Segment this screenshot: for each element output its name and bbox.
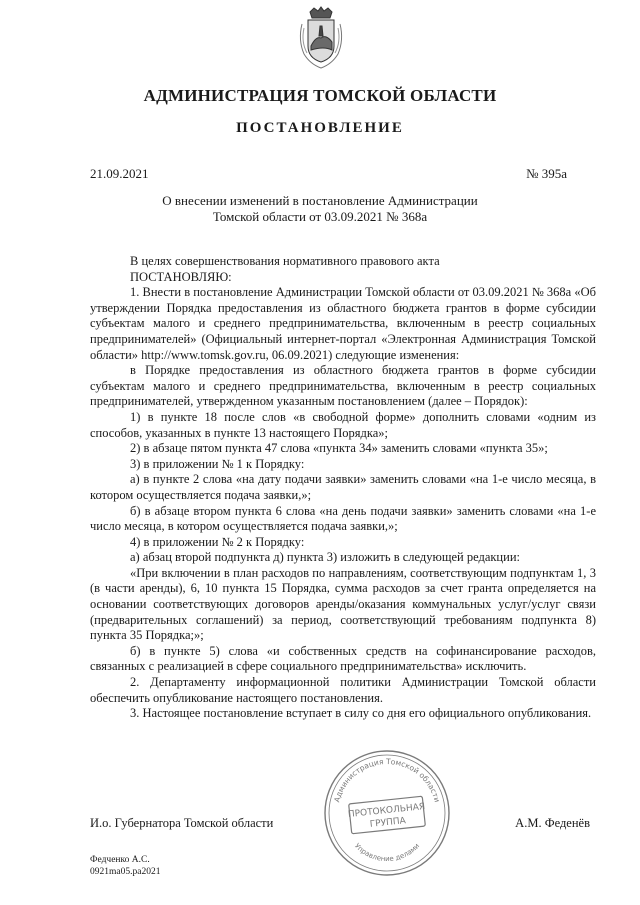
- organization-title: АДМИНИСТРАЦИЯ ТОМСКОЙ ОБЛАСТИ: [143, 86, 497, 105]
- body-paragraph: «При включении в план расходов по направлениям, соответствующим подпунктам 1, 3 (в части аренды), 6, 10 пункта 15 Порядка, сумма расходов за счет гранта определяется на основании соответствующих договоров аренды/оказания коммунальных услуг/услуг связи (предварительных соглашений) за период, соответствующий требованиям подпункта 8) пункта 35 Порядка;»;: [90, 565, 596, 643]
- body-paragraph: 3. Настоящее постановление вступает в силу со дня его официального опубликования.: [130, 706, 592, 721]
- body-paragraph: 1) в пункте 18 после слов «в свободной форме» дополнить словами «одним из способов, указанных в пункте 13 настоящего Порядка»;: [90, 409, 596, 440]
- body-paragraph: 2. Департаменту информационной политики Администрации Томской области обеспечить опубликование настоящего постановления.: [90, 675, 596, 705]
- body-paragraph: б) в абзаце втором пункта 6 слова «на день подачи заявки» заменить словами «на 1-е число месяца, в котором осуществляется подача заявки,»;: [90, 503, 596, 534]
- stamp-ring-text-bottom: Управление делами: [352, 841, 422, 864]
- document-type-title: ПОСТАНОВЛЕНИЕ: [236, 120, 404, 136]
- document-subject: О внесении изменений в постановление Администрации Томской области от 03.09.2021 № 368а: [162, 193, 478, 224]
- executor-name: Федченко А.С.: [90, 855, 150, 865]
- body-paragraph: 3) в приложении № 1 к Порядку:: [130, 456, 305, 471]
- body-paragraph: а) абзац второй подпункта д) пункта 3) изложить в следующей редакции:: [130, 550, 520, 565]
- signatory-position: И.о. Губернатора Томской области: [90, 816, 274, 830]
- document-body: [90, 254, 596, 722]
- document-code: 0921ma05.pa2021: [90, 867, 161, 877]
- executor-info: [90, 854, 160, 878]
- coat-of-arms-emblem: [296, 6, 346, 70]
- body-paragraph: ПОСТАНОВЛЯЮ:: [130, 269, 232, 284]
- body-paragraph: 2) в абзаце пятом пункта 47 слова «пункта 34» заменить словами «пункта 35»;: [130, 441, 548, 456]
- document-date: 21.09.2021: [90, 166, 149, 181]
- body-paragraph: в Порядке предоставления из областного бюджета грантов в форме субсидии субъектам малого и среднего предпринимательства, включенным в реестр социальных предпринимателей, утвержденном указанным постановлением (далее – Порядок):: [90, 363, 596, 409]
- body-paragraph: б) в пункте 5) слова «и собственных средств на софинансирование расходов, связанных с реализацией в сфере социального предпринимательства» исключить.: [90, 643, 596, 674]
- signatory-name: А.М. Феденёв: [515, 816, 590, 830]
- document-number: № 395а: [526, 166, 567, 181]
- body-paragraph: В целях совершенствования нормативного правового акта: [130, 254, 440, 268]
- body-paragraph: 4) в приложении № 2 к Порядку:: [130, 534, 305, 549]
- stamp-ring-text: Администрация Томской области: [332, 756, 442, 804]
- official-stamp: [322, 748, 452, 878]
- stamp-center-line2: ГРУППА: [369, 816, 407, 830]
- body-paragraph: 1. Внести в постановление Администрации Томской области от 03.09.2021 № 368а «Об утверждении Порядка предоставления из областного бюджета грантов в форме субсидии субъектам малого и среднего предпринимательства, включенным в реестр социальных предпринимателей» (Официальный интернет-портал «Электронная Администрация Томской области» http://www.tomsk.gov.ru, 06.09.2021) следующие изменения:: [90, 285, 596, 362]
- stamp-center-line1: ПРОТОКОЛЬНАЯ: [347, 802, 426, 821]
- body-paragraph: а) в пункте 2 слова «на дату подачи заявки» заменить словами «на 1-е число месяца, в котором осуществляется подача заявки,»;: [90, 472, 596, 502]
